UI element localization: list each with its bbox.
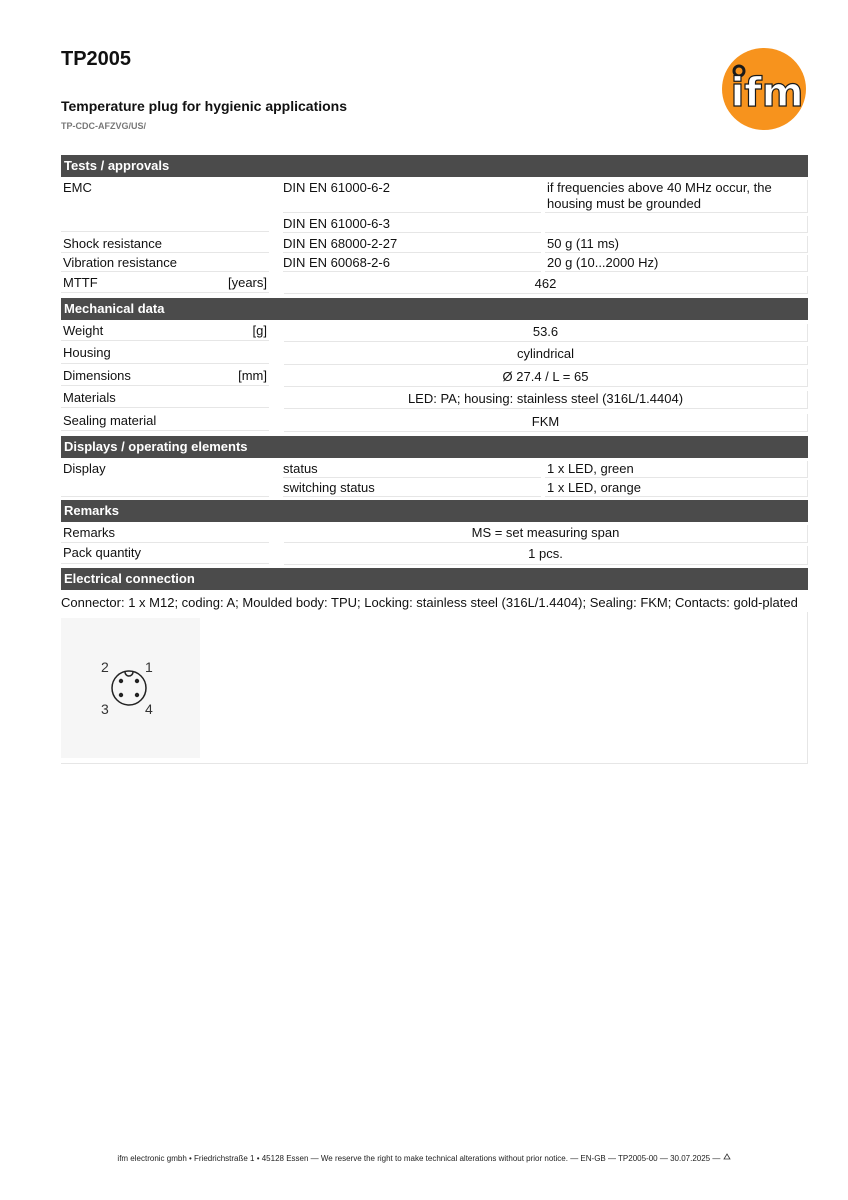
emc-note-1: if frequencies above 40 MHz occur, the housing must be grounded xyxy=(545,180,808,213)
sealing-material-label: Sealing material xyxy=(61,413,269,431)
mttf-value: 462 xyxy=(284,276,808,294)
section-remarks: Remarks xyxy=(61,500,808,522)
page-footer xyxy=(0,1153,848,1163)
display-row1-value: 1 x LED, green xyxy=(545,461,808,478)
mttf-label xyxy=(61,275,269,293)
pin-label-1: 1 xyxy=(145,659,153,675)
ifm-logo-text: ifm xyxy=(730,70,804,116)
shock-resistance-label: Shock resistance xyxy=(61,236,269,253)
pack-quantity-value: 1 pcs. xyxy=(284,546,808,565)
emc-label: EMC xyxy=(61,180,269,232)
dimensions-unit: [mm] xyxy=(238,368,267,383)
vibration-resistance-label: Vibration resistance xyxy=(61,255,269,272)
article-code: TP-CDC-AFZVG/US/ xyxy=(61,121,146,131)
pin-label-3: 3 xyxy=(101,701,109,717)
connector-face-icon xyxy=(61,618,200,758)
remarks-label: Remarks xyxy=(61,525,269,543)
vibration-resistance-standard: DIN EN 60068-2-6 xyxy=(283,255,541,272)
dimensions-value: Ø 27.4 / L = 65 xyxy=(284,369,808,387)
section-displays: Displays / operating elements xyxy=(61,436,808,458)
recycle-icon xyxy=(723,1153,731,1163)
m12-pin-diagram xyxy=(61,618,200,758)
product-title: TP2005 xyxy=(61,48,132,70)
pack-quantity-label: Pack quantity xyxy=(61,545,269,564)
mttf-label-text: MTTF xyxy=(63,275,98,290)
display-row2-value: 1 x LED, orange xyxy=(545,480,808,497)
dimensions-label xyxy=(61,368,269,386)
emc-standard-2: DIN EN 61000-6-3 xyxy=(283,216,541,233)
weight-label xyxy=(61,323,269,341)
product-subtitle: Temperature plug for hygienic applications xyxy=(61,98,348,114)
mttf-unit: [years] xyxy=(227,275,267,290)
emc-standard-1: DIN EN 61000-6-2 xyxy=(283,180,541,213)
sealing-material-value: FKM xyxy=(284,414,808,432)
display-row1-name: status xyxy=(283,461,541,478)
display-label: Display xyxy=(61,461,269,497)
weight-label-text: Weight xyxy=(63,323,104,338)
section-tests-approvals: Tests / approvals xyxy=(61,155,808,177)
housing-value: cylindrical xyxy=(284,346,808,365)
dimensions-label-text: Dimensions xyxy=(63,368,131,383)
emc-note-2 xyxy=(545,216,808,233)
shock-resistance-standard: DIN EN 68000-2-27 xyxy=(283,236,541,253)
ifm-logo xyxy=(722,48,806,130)
weight-value: 53.6 xyxy=(284,324,808,342)
display-row2-name: switching status xyxy=(283,480,541,497)
pin-label-2: 2 xyxy=(101,659,109,675)
housing-label: Housing xyxy=(61,345,269,364)
shock-resistance-value: 50 g (11 ms) xyxy=(545,236,808,253)
weight-unit: [g] xyxy=(252,323,267,338)
materials-value: LED: PA; housing: stainless steel (316L/1.4404) xyxy=(284,391,808,409)
footer-text: ifm electronic gmbh • Friedrichstraße 1 • 45128 Essen — We reserve the right to make technical alterations without prior notice. — EN-GB — TP2005-00 — 30.07.2025 — xyxy=(117,1154,721,1163)
materials-label: Materials xyxy=(61,390,269,408)
section-mechanical-data: Mechanical data xyxy=(61,298,808,320)
connector-description: Connector: 1 x M12; coding: A; Moulded body: TPU; Locking: stainless steel (316L/1.4404); Sealing: FKM; Contacts: gold-plated xyxy=(61,595,798,610)
section-electrical-connection: Electrical connection xyxy=(61,568,808,590)
remarks-value: MS = set measuring span xyxy=(284,525,808,543)
pin-label-4: 4 xyxy=(145,701,153,717)
vibration-resistance-value: 20 g (10...2000 Hz) xyxy=(545,255,808,272)
